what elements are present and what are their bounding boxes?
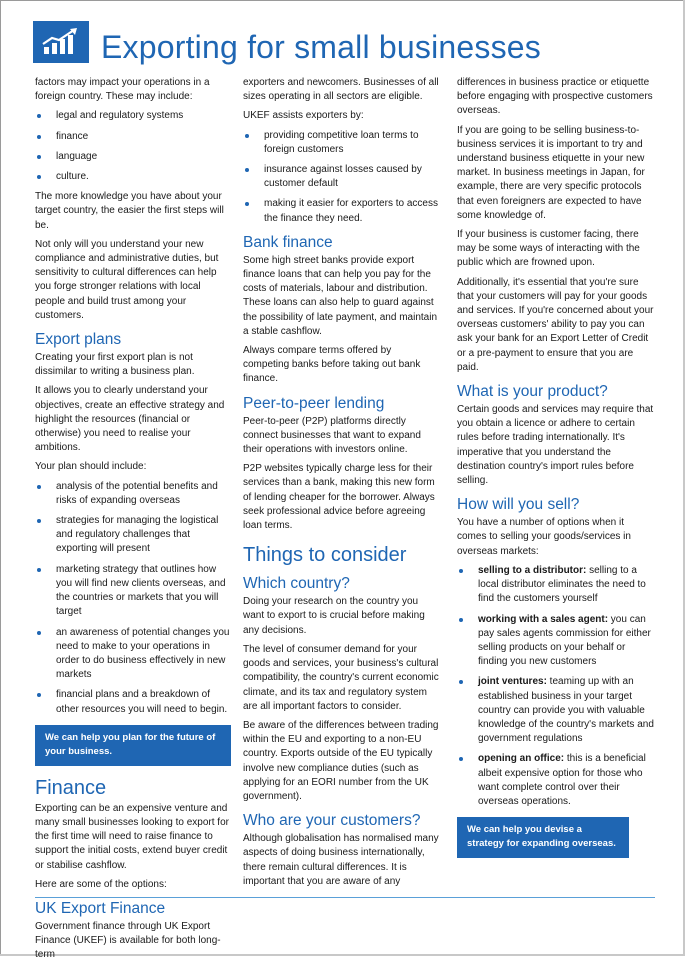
paragraph: It allows you to clearly understand your objectives, create an effective strategy and highlight the resources (financial or otherwise) you need to realise your ambitions.: [35, 385, 225, 454]
section-heading-product: What is your product?: [457, 383, 608, 401]
paragraph: Always compare terms offered by competing banks before taking out bank finance.: [243, 345, 421, 385]
list-item: [457, 613, 656, 670]
paragraph: Not only will you understand your new compliance and administrative duties, but sensitivity to cultural differences can help you forge stronger relations with local people and build trust among your customers.: [35, 238, 219, 321]
list-item: financial plans and a breakdown of other resources you will need to begin.: [35, 688, 231, 716]
section-heading-how-sell: How will you sell?: [457, 496, 580, 514]
paragraph: Peer-to-peer (P2P) platforms directly connect businesses that want to expand their operations with investors online.: [243, 415, 421, 456]
list-item: language: [35, 150, 231, 164]
list-item: legal and regulatory systems: [35, 109, 231, 123]
paragraph: differences in business practice or etiquette before engaging with prospective customers overseas.: [457, 77, 653, 117]
section-heading-export-plans: Export plans: [35, 331, 122, 349]
list-text: this is a beneficial albeit expensive option for those who want complete control over their overseas operations.: [478, 753, 646, 807]
plan-list: [35, 480, 231, 717]
paragraph: UKEF assists exporters by:: [243, 110, 364, 122]
paragraph: If you are going to be selling business-to-business services it is important to try and understand business etiquette in your new market. In business meetings in Japan, for example, there are very specific protocols that even foreigners are expected to have some knowledge of.: [457, 124, 645, 221]
callout-strategy: We can help you devise a strategy for expanding overseas.: [457, 817, 629, 858]
paragraph: exporters and newcomers. Businesses of all sizes operating in all sectors are eligible.: [243, 77, 439, 103]
section-heading-finance: Finance: [35, 776, 107, 799]
list-term: selling to a distributor:: [478, 564, 587, 576]
page-title: Exporting for small businesses: [101, 29, 541, 65]
section-heading-ukef: UK Export Finance: [35, 899, 166, 917]
paragraph: Although globalisation has normalised many aspects of doing business internationally, there remain cultural differences. It is important that you are aware of any: [243, 833, 439, 887]
paragraph: Be aware of the differences between trading within the EU and exporting to a non-EU country. Exports outside of the EU typically involve new compliance duties (such as applying for an EORI number from the UK government).: [243, 719, 439, 802]
section-heading-bank-finance: Bank finance: [243, 233, 333, 251]
callout-plan-future: We can help you plan for the future of your business.: [35, 725, 231, 766]
list-item: providing competitive loan terms to foreign customers: [243, 129, 440, 157]
paragraph: Doing your research on the country you want to export to is crucial before making any decisions.: [243, 596, 425, 636]
paragraph: Certain goods and services may require that you obtain a licence or adhere to certain rules before trading internationally. It's imperative that you understand the destination country's import rules before selling.: [457, 404, 654, 487]
column-1: [35, 76, 231, 968]
list-item: analysis of the potential benefits and risks of expanding overseas: [35, 480, 231, 508]
list-term: joint ventures:: [478, 676, 547, 688]
paragraph: Creating your first export plan is not dissimilar to writing a business plan.: [35, 352, 195, 378]
paragraph: Your plan should include:: [35, 461, 147, 473]
paragraph: The more knowledge you have about your target country, the easier the first steps will be.: [35, 191, 224, 231]
paragraph: If your business is customer facing, there may be some ways of interacting with the public which are frowned upon.: [457, 229, 640, 269]
section-heading-who-customers: Who are your customers?: [243, 812, 421, 830]
paragraph: Government finance through UK Export Finance (UKEF) is available for both long-term: [35, 920, 221, 961]
section-heading-p2p: Peer-to-peer lending: [243, 394, 385, 412]
factors-list: [35, 109, 231, 184]
list-item: culture.: [35, 170, 231, 184]
paragraph: You have a number of options when it comes to selling your goods/services in overseas markets:: [457, 517, 631, 557]
list-item: insurance against losses caused by customer default: [243, 163, 440, 191]
list-item: [457, 675, 656, 746]
list-item: an awareness of potential changes you need to make to your operations in order to do business effectively in new markets: [35, 626, 231, 683]
section-heading-things-to-consider: Things to consider: [243, 544, 407, 567]
paragraph: factors may impact your operations in a foreign country. These may include:: [35, 77, 210, 103]
paragraph: Exporting can be an expensive venture and many small businesses looking to export for the first time will need to raise finance to support the initial costs, extend buyer credit or stabilise cashflow.: [35, 802, 229, 871]
list-item: strategies for managing the logistical and regulatory challenges that exporting will present: [35, 514, 231, 557]
list-item: marketing strategy that outlines how you will find new clients overseas, and the countries or markets that you will target: [35, 563, 231, 620]
list-item: [457, 564, 656, 607]
list-term: working with a sales agent:: [478, 613, 609, 625]
growth-chart-icon: [33, 21, 89, 63]
list-text: selling to a local distributor eliminates the need to find the customers yourself: [478, 564, 646, 605]
column-2: [243, 76, 440, 894]
list-item: making it easier for exporters to access the finance they need.: [243, 197, 440, 225]
paragraph: The level of consumer demand for your goods and services, your business's cultural compatibility, the country's current economic climate, and its tax and regulatory system are all important factors to consider.: [243, 643, 439, 712]
column-3: [457, 76, 656, 866]
paragraph: Additionally, it's essential that you're sure that your customers will pay for your goods and services. If you're concerned about your overseas customers' ability to pay you can ask your bank for an Export Letter of Credit or a pre-payment to ensure that you are paid.: [457, 276, 654, 373]
footer-divider: [35, 897, 655, 898]
sell-options-list: [457, 564, 656, 809]
list-text: you can pay sales agents commission for either selling products on your behalf or finding you new customers: [478, 613, 651, 668]
list-item: [457, 752, 656, 809]
list-text: teaming up with an established business in your target country can provide you with valuable knowledge of the country's markets and government regulations: [478, 676, 654, 745]
ukef-list: [243, 129, 440, 226]
paragraph: Here are some of the options:: [35, 878, 167, 890]
paragraph: Some high street banks provide export finance loans that can help you pay for the costs of materials, labour and distribution. These loans can also help to guard against the possibility of late payment, and maintain a stable cashflow.: [243, 254, 437, 337]
section-heading-which-country: Which country?: [243, 575, 350, 593]
list-term: opening an office:: [478, 753, 565, 765]
list-item: finance: [35, 130, 231, 144]
page-header: [33, 21, 653, 69]
paragraph: P2P websites typically charge less for their services than a bank, making this new form of lending cheaper for the borrower. Always seek professional advice before agreeing loan terms.: [243, 463, 435, 532]
